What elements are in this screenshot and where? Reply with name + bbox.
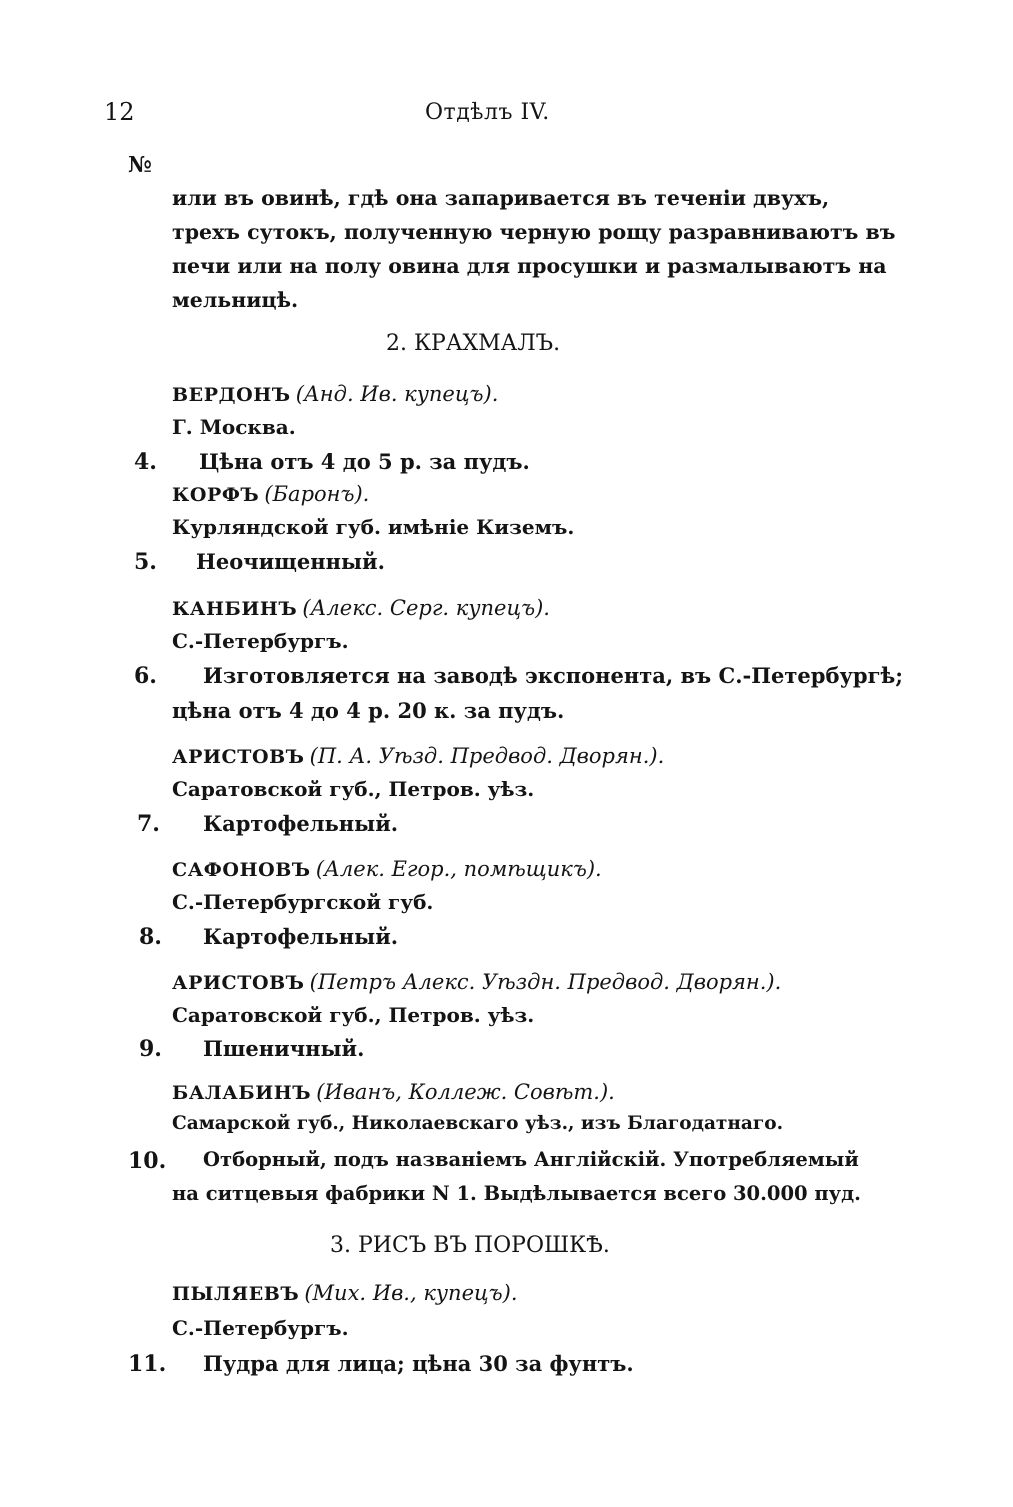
exhibitor-name: БАЛАБИНЪ <box>172 1082 312 1104</box>
exhibitor-line <box>172 744 664 768</box>
exhibitor-role: (Алекс. Серг. купецъ). <box>302 596 550 620</box>
entry-description: Картофельный. <box>203 924 399 949</box>
exhibitor-role: (Петръ Алекс. Уѣздн. Предвод. Дворян.). <box>309 970 782 994</box>
entry-number: 11. <box>128 1351 167 1377</box>
exhibitor-name: САФОНОВЪ <box>172 859 311 881</box>
entry-description: Пшеничный. <box>203 1036 365 1061</box>
exhibitor-line <box>172 382 498 406</box>
intro-line: или въ овинѣ, гдѣ она запаривается въ теченіи двухъ, <box>172 186 830 210</box>
entry-description: Изготовляется на заводѣ экспонента, въ С.-Петербургѣ; <box>203 663 903 688</box>
entry-description: Отборный, подъ названіемъ Англійскій. Употребляемый <box>203 1148 859 1171</box>
exhibitor-place: С.-Петербургъ. <box>172 629 349 653</box>
exhibitor-place: Самарской губ., Николаевскаго уѣз., изъ Благодатнаго. <box>172 1113 784 1134</box>
intro-line: мельницѣ. <box>172 288 299 312</box>
section-heading: 3. РИСЪ ВЪ ПОРОШКѢ. <box>330 1233 610 1258</box>
exhibitor-name: КАНБИНЪ <box>172 598 298 620</box>
exhibitor-place: Саратовской губ., Петров. уѣз. <box>172 777 535 801</box>
entry-description: цѣна отъ 4 до 4 р. 20 к. за пудъ. <box>172 698 565 723</box>
exhibitor-place: Курляндской губ. имѣніе Киземъ. <box>172 515 575 539</box>
exhibitor-place: Саратовской губ., Петров. уѣз. <box>172 1003 535 1027</box>
entry-number: 8. <box>139 924 162 950</box>
exhibitor-role: (П. А. Уѣзд. Предвод. Дворян.). <box>309 744 665 768</box>
entry-description: Неочищенный. <box>196 549 385 574</box>
exhibitor-place: С.-Петербургъ. <box>172 1316 349 1340</box>
number-column-mark: № <box>128 152 152 178</box>
entry-description: Картофельный. <box>203 811 399 836</box>
exhibitor-line <box>172 970 781 994</box>
exhibitor-name: АРИСТОВЪ <box>172 746 305 768</box>
exhibitor-role: (Алек. Егор., помѣщикъ). <box>315 857 602 881</box>
exhibitor-line <box>172 1080 615 1104</box>
entry-description: Цѣна отъ 4 до 5 р. за пудъ. <box>199 449 530 474</box>
entry-number: 7. <box>137 811 160 837</box>
entry-number: 9. <box>139 1036 162 1062</box>
page-number: 12 <box>104 98 135 126</box>
entry-number: 6. <box>134 663 157 689</box>
section-heading: 2. КРАХМАЛЪ. <box>386 331 561 356</box>
exhibitor-role: (Баронъ). <box>264 482 370 506</box>
exhibitor-name: АРИСТОВЪ <box>172 972 305 994</box>
exhibitor-name: ПЫЛЯЕВЪ <box>172 1283 300 1305</box>
entry-number: 5. <box>134 549 157 575</box>
exhibitor-line <box>172 1281 518 1305</box>
intro-line: трехъ сутокъ, полученную черную рощу разравниваютъ въ <box>172 220 896 244</box>
exhibitor-name: ВЕРДОНЪ <box>172 384 291 406</box>
running-title: Отдѣлъ IV. <box>425 100 550 125</box>
exhibitor-name: КОРФЪ <box>172 484 260 506</box>
exhibitor-line <box>172 857 602 881</box>
exhibitor-place: С.-Петербургской губ. <box>172 890 434 914</box>
exhibitor-place: Г. Москва. <box>172 415 296 439</box>
entry-description: Пудра для лица; цѣна 30 за фунтъ. <box>203 1351 634 1376</box>
intro-line: печи или на полу овина для просушки и размалываютъ на <box>172 254 887 278</box>
entry-number: 10. <box>128 1148 167 1174</box>
exhibitor-role: (Мих. Ив., купецъ). <box>304 1281 518 1305</box>
entry-number: 4. <box>134 449 157 475</box>
exhibitor-role: (Иванъ, Коллеж. Совѣт.). <box>316 1080 615 1104</box>
entry-description: на ситцевыя фабрики N 1. Выдѣлывается всего 30.000 пуд. <box>172 1182 861 1205</box>
exhibitor-role: (Анд. Ив. купецъ). <box>295 382 499 406</box>
exhibitor-line <box>172 596 550 620</box>
exhibitor-line <box>172 482 369 506</box>
